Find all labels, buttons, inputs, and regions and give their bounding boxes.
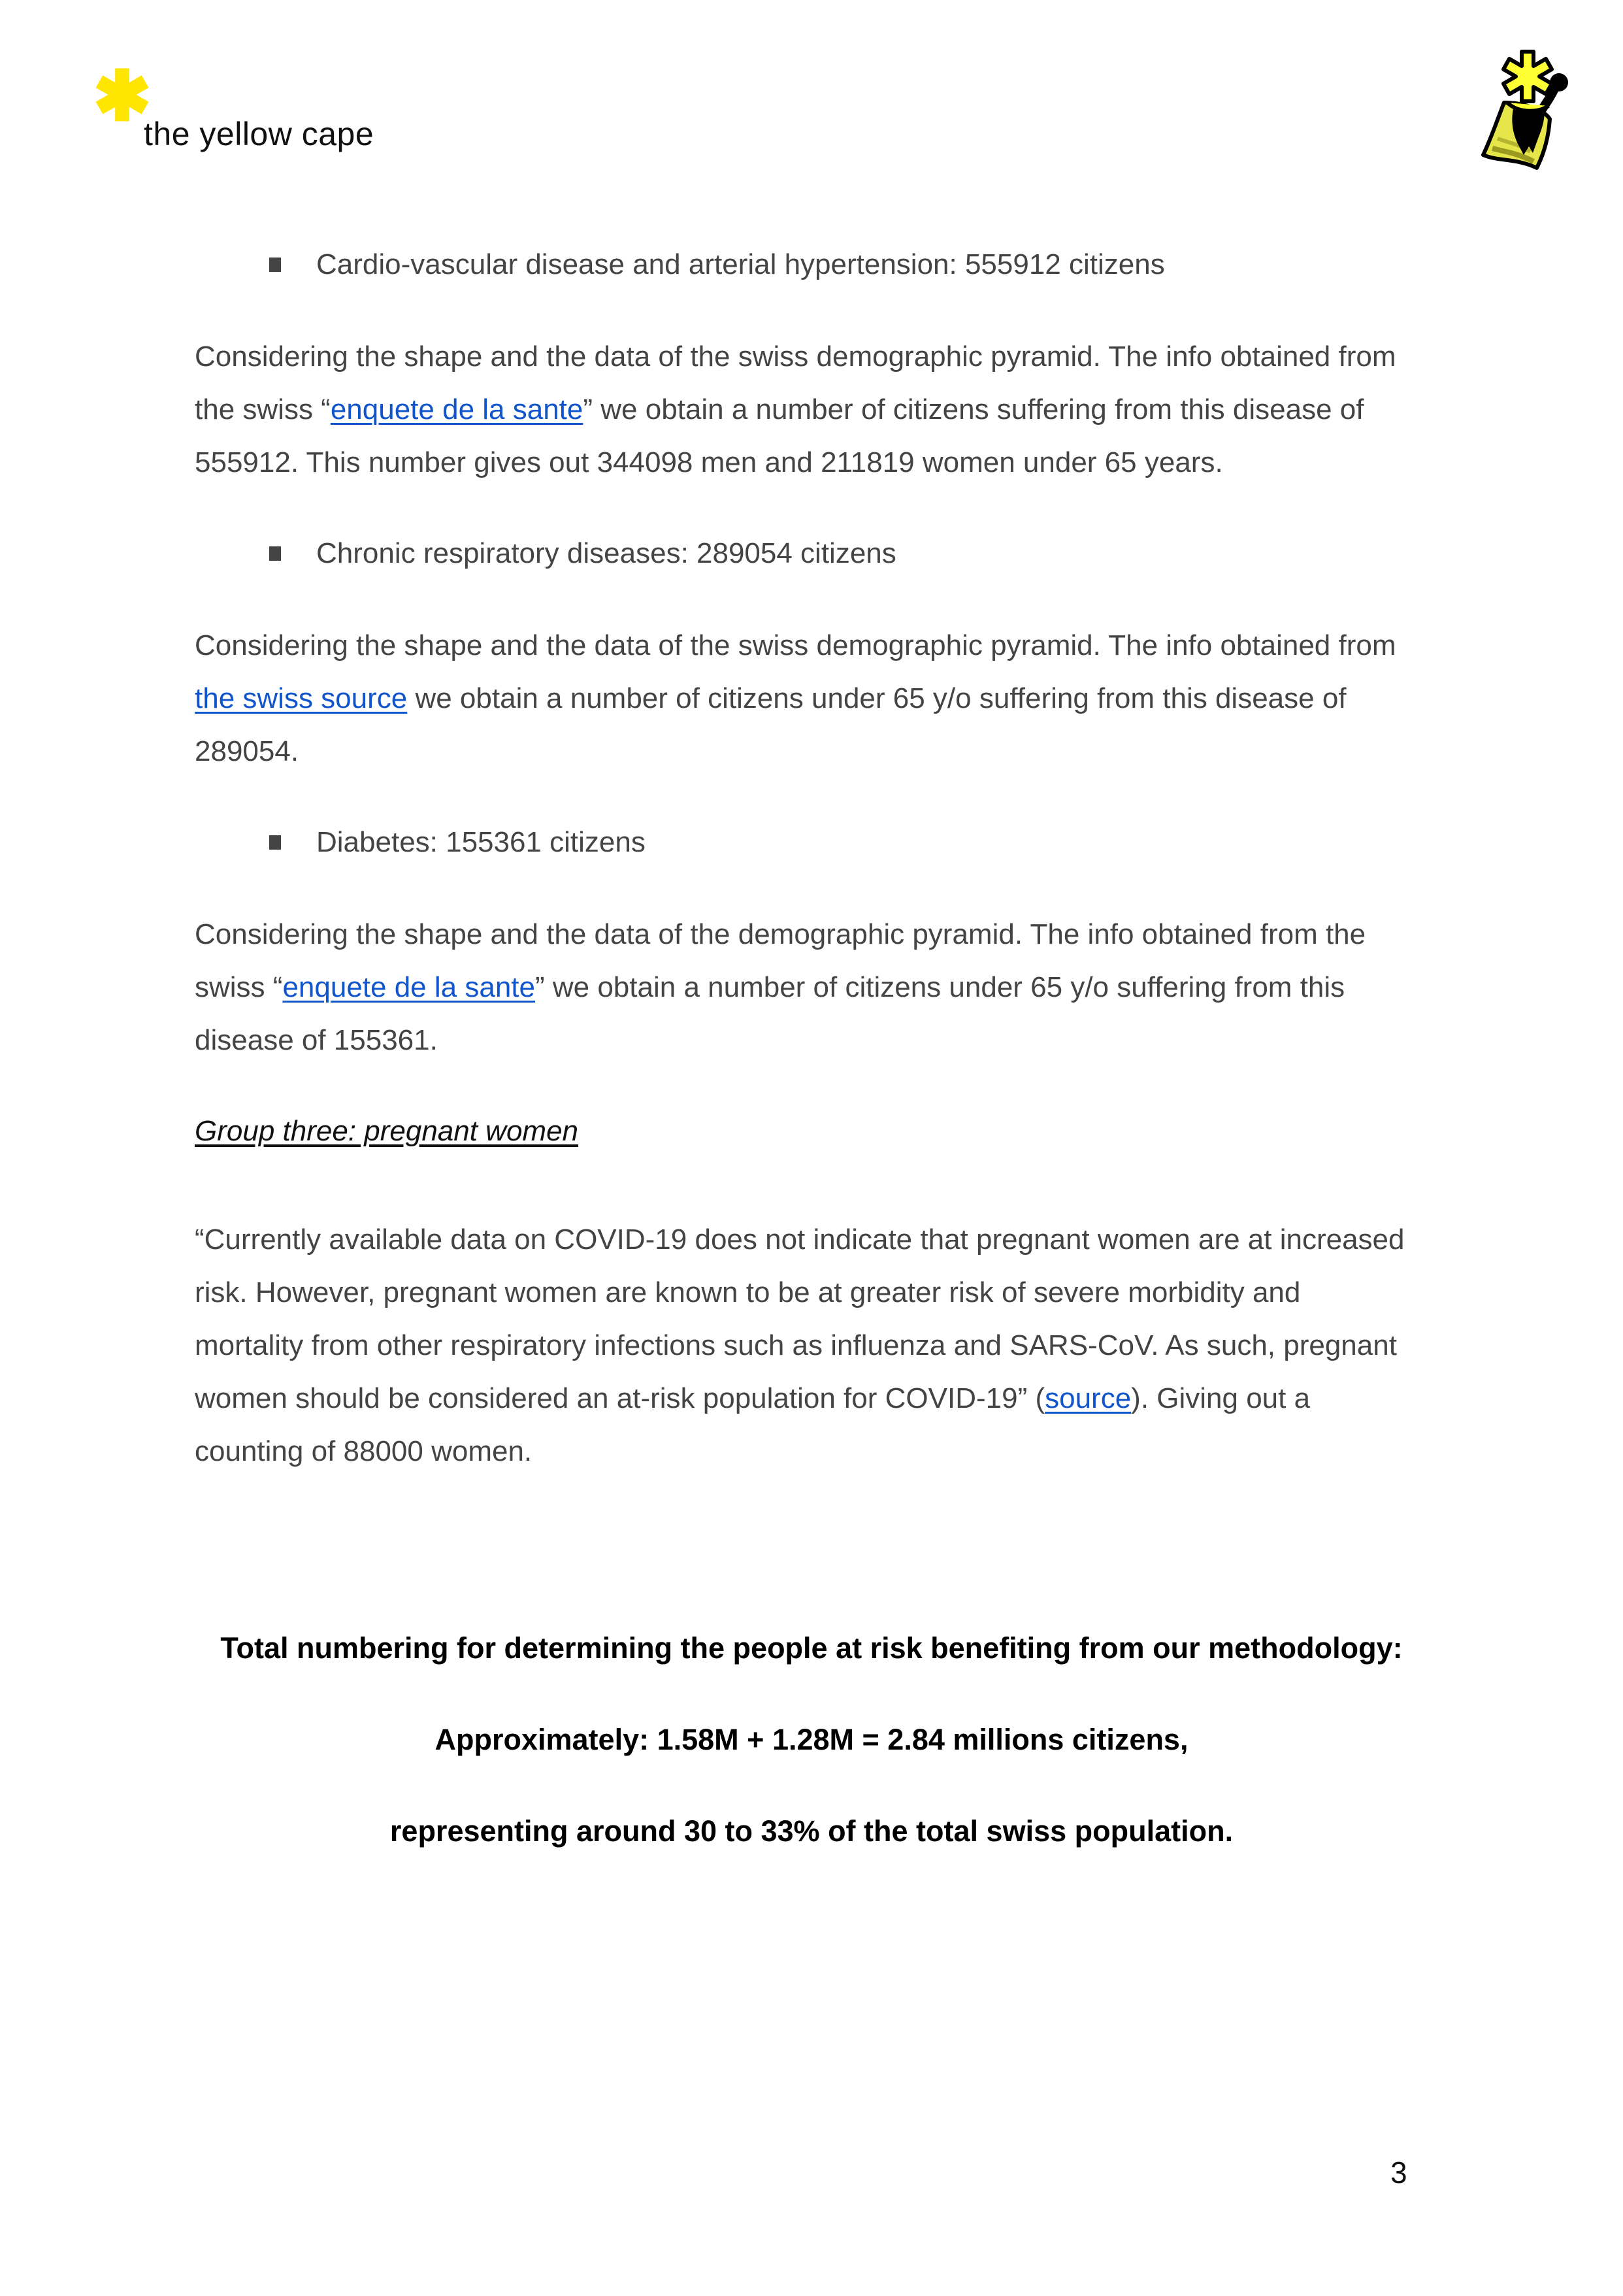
bullet-item-cardio <box>269 248 1165 281</box>
paragraph-line: Considering the shape and the data of the swiss demographic pyramid. The info obtained from <box>195 341 1396 373</box>
paragraph-line <box>195 383 1396 436</box>
text-run: the swiss “ <box>195 393 331 425</box>
bullet-square-icon <box>269 835 281 850</box>
bullet-text: Chronic respiratory diseases: 289054 citizens <box>316 537 896 569</box>
bullet-item-respiratory <box>269 537 896 570</box>
paragraph-line: Considering the shape and the data of the demographic pyramid. The info obtained from the <box>195 918 1366 950</box>
bullet-item-diabetes <box>269 826 646 859</box>
paragraph-line: counting of 88000 women. <box>195 1435 533 1467</box>
paragraph-line: “Currently available data on COVID-19 does not indicate that pregnant women are at increased <box>195 1223 1405 1256</box>
paragraph-line <box>195 961 1366 1014</box>
text-run: ” we obtain a number of citizens under 65 y/o suffering from this <box>534 971 1345 1003</box>
caped-asterisk-mascot-icon <box>1478 41 1575 171</box>
paragraph-line <box>195 1372 1405 1425</box>
page-number: 3 <box>1390 2155 1407 2189</box>
swiss-source-link[interactable]: the swiss source <box>195 682 408 714</box>
paragraph-line: disease of 155361. <box>195 1024 438 1056</box>
brand-logo <box>93 65 152 124</box>
mascot-logo <box>1478 41 1575 171</box>
text-run: swiss “ <box>195 971 283 1003</box>
bullet-text: Diabetes: 155361 citizens <box>316 826 646 858</box>
paragraph-line: Considering the shape and the data of the swiss demographic pyramid. The info obtained from <box>195 629 1396 661</box>
paragraph-line: 555912. This number gives out 344098 men and 211819 women under 65 years. <box>195 446 1223 478</box>
brand-name: the yellow cape <box>144 116 374 152</box>
enquete-de-la-sante-link[interactable]: enquete de la sante <box>282 971 535 1003</box>
paragraph-diabetes <box>195 908 1366 1067</box>
text-run: ). Giving out a <box>1131 1382 1311 1414</box>
paragraph-line: mortality from other respiratory infections such as influenza and SARS-CoV. As such, pregnant <box>195 1329 1397 1361</box>
bullet-square-icon <box>269 546 281 561</box>
summary-total: Approximately: 1.58M + 1.28M = 2.84 millions citizens, <box>434 1723 1189 1756</box>
paragraph-respiratory <box>195 619 1396 778</box>
bullet-text: Cardio-vascular disease and arterial hypertension: 555912 citizens <box>316 248 1165 280</box>
paragraph-line <box>195 672 1396 725</box>
text-run: women should be considered an at-risk population for COVID-19” ( <box>195 1382 1045 1414</box>
summary-title: Total numbering for determining the people at risk benefiting from our methodology: <box>220 1631 1403 1665</box>
paragraph-pregnant <box>195 1213 1405 1478</box>
bullet-square-icon <box>269 258 281 272</box>
paragraph-cardio <box>195 330 1396 489</box>
text-run: ” we obtain a number of citizens suffering from this disease of <box>583 393 1364 425</box>
summary-percentage: representing around 30 to 33% of the total swiss population. <box>389 1814 1234 1848</box>
enquete-de-la-sante-link[interactable]: enquete de la sante <box>330 393 583 425</box>
paragraph-line: 289054. <box>195 735 299 767</box>
section-heading-pregnant-women: Group three: pregnant women <box>195 1115 579 1147</box>
source-link[interactable]: source <box>1045 1382 1132 1414</box>
asterisk-icon <box>93 65 152 124</box>
text-run: we obtain a number of citizens under 65 y/o suffering from this disease of <box>407 682 1347 714</box>
paragraph-line: risk. However, pregnant women are known to be at greater risk of severe morbidity and <box>195 1276 1301 1308</box>
